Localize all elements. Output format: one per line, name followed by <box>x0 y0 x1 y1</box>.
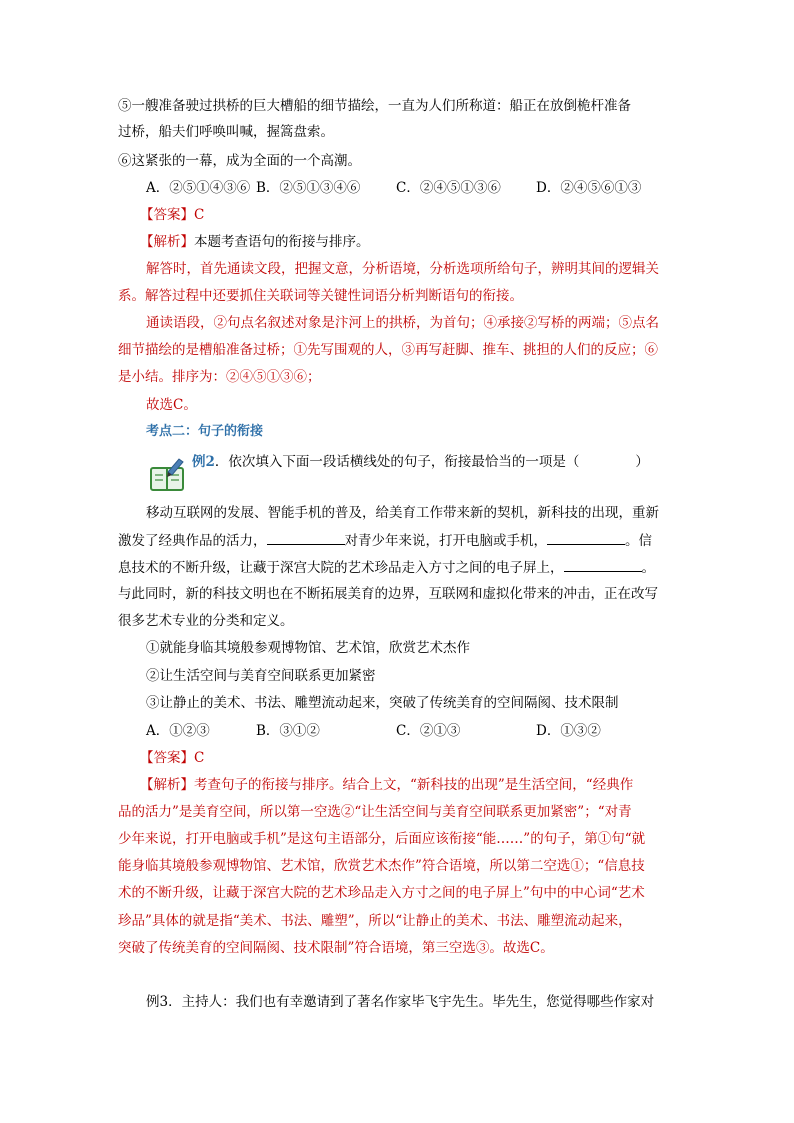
sentence-option: ①就能身临其境般参观博物馆、艺术馆，欣赏艺术杰作 <box>146 640 470 656</box>
example-question: ．依次填入下面一段话横线处的句子，衔接最恰当的一项是（ <box>214 454 580 470</box>
option-b: B．③①② <box>256 723 320 739</box>
paragraph-line: 过桥，船夫们呼唤叫喊，握篙盘索。 <box>118 124 334 140</box>
option-c: C．②①③ <box>396 723 461 739</box>
passage-text: 息技术的不断升级，让藏于深宫大院的艺术珍品走入方寸之间的电子屏上， <box>118 560 564 576</box>
option-d: D．①③② <box>536 723 601 739</box>
answer-line <box>140 205 204 225</box>
passage-line: 很多艺术专业的分类和定义。 <box>118 613 294 629</box>
option-b: B．②⑤①③④⑥ <box>256 180 361 196</box>
passage-line: 与此同时，新的科技文明也在不断拓展美育的边界，互联网和虚拟化带来的冲击，正在改写 <box>118 586 658 602</box>
fill-blank-1 <box>267 530 345 545</box>
sentence-option: ③让静止的美术、书法、雕塑流动起来，突破了传统美育的空间隔阂、技术限制 <box>146 695 619 711</box>
example-heading <box>192 452 649 472</box>
analysis-tag: 【解析】 <box>140 777 194 793</box>
option-a: A．②⑤①④③⑥ <box>146 180 251 196</box>
passage-text: 对青少年来说，打开电脑或手机， <box>344 533 547 549</box>
option-c: C．②④⑤①③⑥ <box>396 180 501 196</box>
fill-blank-3 <box>564 557 642 572</box>
answer-value: C <box>194 207 205 223</box>
example-label: 例2 <box>192 454 215 470</box>
analysis-line: 系。解答过程中还要抓住关联词等关键性词语分析判断语句的衔接。 <box>118 288 523 304</box>
fill-blank-2 <box>547 530 625 545</box>
analysis-line: 是小结。排序为：②④⑤①③⑥； <box>118 369 321 385</box>
answer-tag: 【答案】 <box>140 207 194 223</box>
analysis-line: 少年来说，打开电脑或手机”是这句主语部分，后面应该衔接“能……”的句子，第①句“就 <box>118 831 646 847</box>
analysis-line: 突破了传统美育的空间隔阂、技术限制”符合语境，第三空选③。故选C。 <box>118 940 554 956</box>
analysis-tag: 【解析】 <box>140 234 194 250</box>
passage-line: 移动互联网的发展、智能手机的普及，给美育工作带来新的契机，新科技的出现，重新 <box>146 505 659 521</box>
example-3-line: 例3．主持人：我们也有幸邀请到了著名作家毕飞宇先生。毕先生，您觉得哪些作家对 <box>146 994 655 1010</box>
analysis-line: 通读语段，②句点名叙述对象是汴河上的拱桥，为首句；④承接②写桥的两端；⑤点名 <box>146 315 659 331</box>
answer-line <box>140 748 204 768</box>
book-pencil-icon <box>150 456 184 492</box>
analysis-line: 解答时，首先通读文段，把握文意，分析语境，分析选项所给句子，辨明其间的逻辑关 <box>146 261 659 277</box>
analysis-line: 故选C。 <box>146 397 197 413</box>
answer-value: C <box>194 750 205 766</box>
option-a: A．①②③ <box>146 723 210 739</box>
analysis-text: 考查句子的衔接与排序。结合上文，“新科技的出现”是生活空间，“经典作 <box>194 777 634 793</box>
analysis-line: 细节描绘的是槽船准备过桥；①先写围观的人，③再写赶脚、推车、挑担的人们的反应；⑥ <box>118 342 658 358</box>
passage-text: 激发了经典作品的活力， <box>118 533 267 549</box>
option-d: D．②④⑤⑥①③ <box>536 180 642 196</box>
analysis-line <box>140 232 370 252</box>
passage-line <box>118 530 652 551</box>
paragraph-line: ⑥这紧张的一幕，成为全面的一个高潮。 <box>118 153 361 169</box>
example-paren-close: ） <box>635 454 649 470</box>
analysis-line <box>140 775 633 795</box>
analysis-line: 品的活力”是美育空间，所以第一空选②“让生活空间与美育空间联系更加紧密”；“对青 <box>118 804 632 820</box>
analysis-line: 珍品”具体的就是指“美术、书法、雕塑”，所以“让静止的美术、书法、雕塑流动起来， <box>118 913 632 929</box>
answer-tag: 【答案】 <box>140 750 194 766</box>
section-heading: 考点二：句子的衔接 <box>146 424 264 439</box>
analysis-line: 术的不断升级，让藏于深宫大院的艺术珍品走入方寸之间的电子屏上”句中的中心词“艺术 <box>118 885 645 901</box>
passage-line <box>118 557 655 578</box>
analysis-text: 本题考查语句的衔接与排序。 <box>194 234 370 250</box>
analysis-line: 能身临其境般参观博物馆、艺术馆，欣赏艺术杰作”符合语境，所以第二空选①；“信息技 <box>118 858 645 874</box>
sentence-option: ②让生活空间与美育空间联系更加紧密 <box>146 668 376 684</box>
paragraph-line: ⑤一艘准备驶过拱桥的巨大槽船的细节描绘，一直为人们所称道：船正在放倒桅杆准备 <box>118 98 631 114</box>
passage-text: 。 <box>641 560 655 576</box>
passage-text: 。信 <box>625 533 652 549</box>
